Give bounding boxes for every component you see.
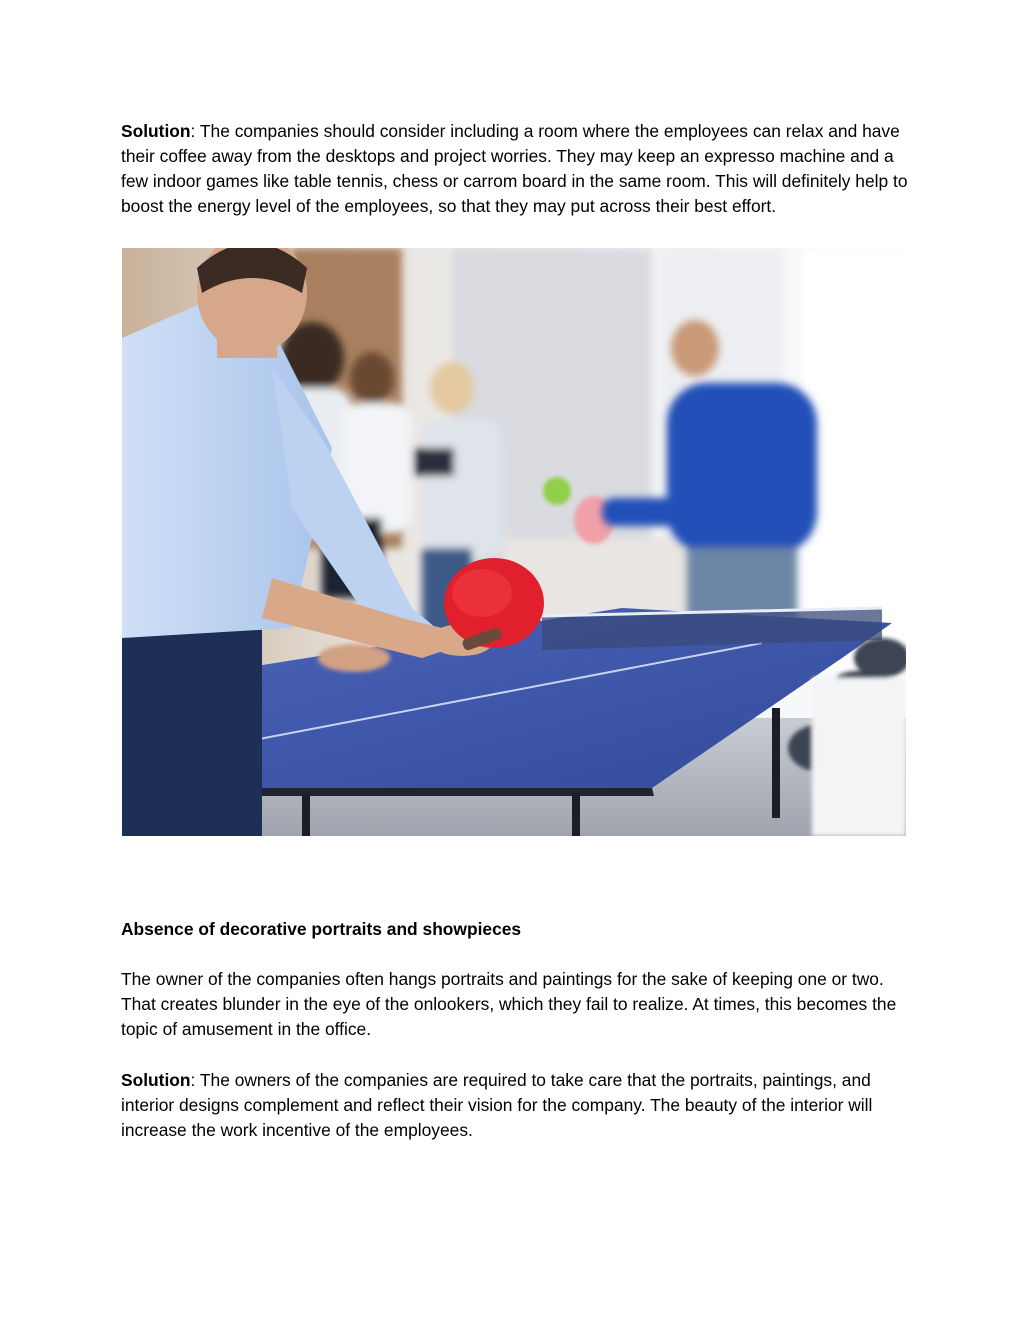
solution-label: Solution xyxy=(121,1070,191,1090)
body-paragraph: The owner of the companies often hangs portraits and paintings for the sake of keeping one or two. That creates blunder in the eye of the onlookers, which they fail to realize. At times, this becomes the topic of amusement in the office. xyxy=(121,969,897,1039)
solution-text: : The owners of the companies are required to take care that the portraits, paintings, and interior designs complement and reflect their vision for the company. The beauty of the interior will increase the work incentive of the employees. xyxy=(121,1070,873,1140)
section-heading: Absence of decorative portraits and showpieces xyxy=(121,919,522,939)
solution-label: Solution xyxy=(121,121,191,141)
solution-paragraph-2 xyxy=(121,1068,911,1143)
solution-text: : The companies should consider including a room where the employees can relax and have their coffee away from the desktops and project worries. They may keep an expresso machine and a few indoor games like table tennis, chess or carrom board in the same room. This will definitely help to boost the energy level of the employees, so that they may put across their best effort. xyxy=(121,121,908,216)
table-tennis-office-photo xyxy=(122,248,906,836)
solution-paragraph-1 xyxy=(121,119,911,219)
